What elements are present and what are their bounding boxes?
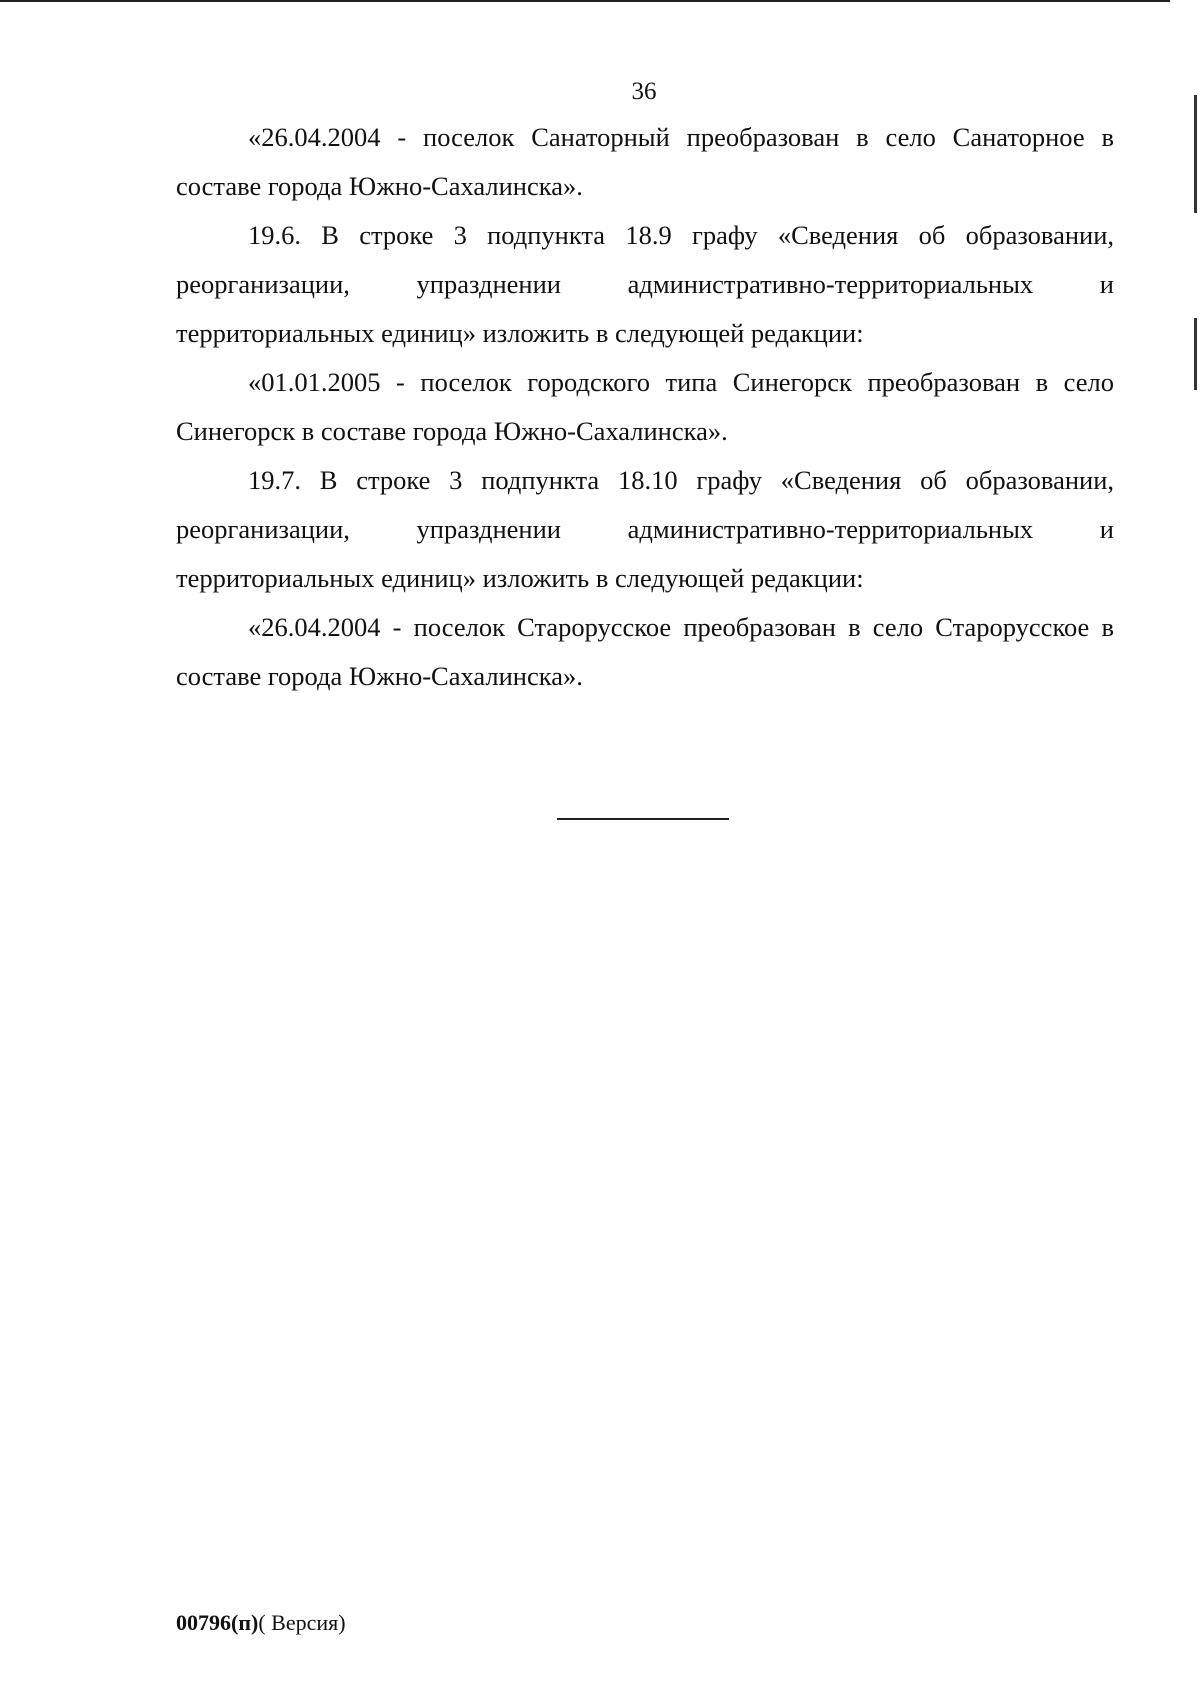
- footer: [176, 1610, 346, 1636]
- paragraph: 19.7. В строке 3 подпункта 18.10 графу «Сведения об образовании, реорганизации, упразднении административно-территориальных и территориальных единиц» изложить в следующей редакции:: [176, 465, 1114, 593]
- end-separator-line: [557, 818, 729, 820]
- scan-edge-mark: [1194, 318, 1197, 390]
- paragraph: «26.04.2004 - поселок Санаторный преобразован в село Санаторное в составе города Южно-Сахалинска».: [176, 122, 1114, 201]
- document-body: [176, 113, 1114, 701]
- paragraph: «26.04.2004 - поселок Старорусское преобразован в село Старорусское в составе города Южно-Сахалинска».: [176, 612, 1114, 691]
- scan-edge-mark: [1194, 95, 1197, 213]
- paragraph: 19.6. В строке 3 подпункта 18.9 графу «Сведения об образовании, реорганизации, упразднении административно-территориальных и территориальных единиц» изложить в следующей редакции:: [176, 220, 1114, 348]
- scan-top-border: [0, 0, 1170, 2]
- paragraph: «01.01.2005 - поселок городского типа Синегорск преобразован в село Синегорск в составе города Южно-Сахалинска».: [176, 367, 1114, 446]
- document-version: ( Версия): [258, 1610, 346, 1635]
- document-code: 00796(п): [176, 1610, 259, 1635]
- page-number: 36: [631, 78, 657, 105]
